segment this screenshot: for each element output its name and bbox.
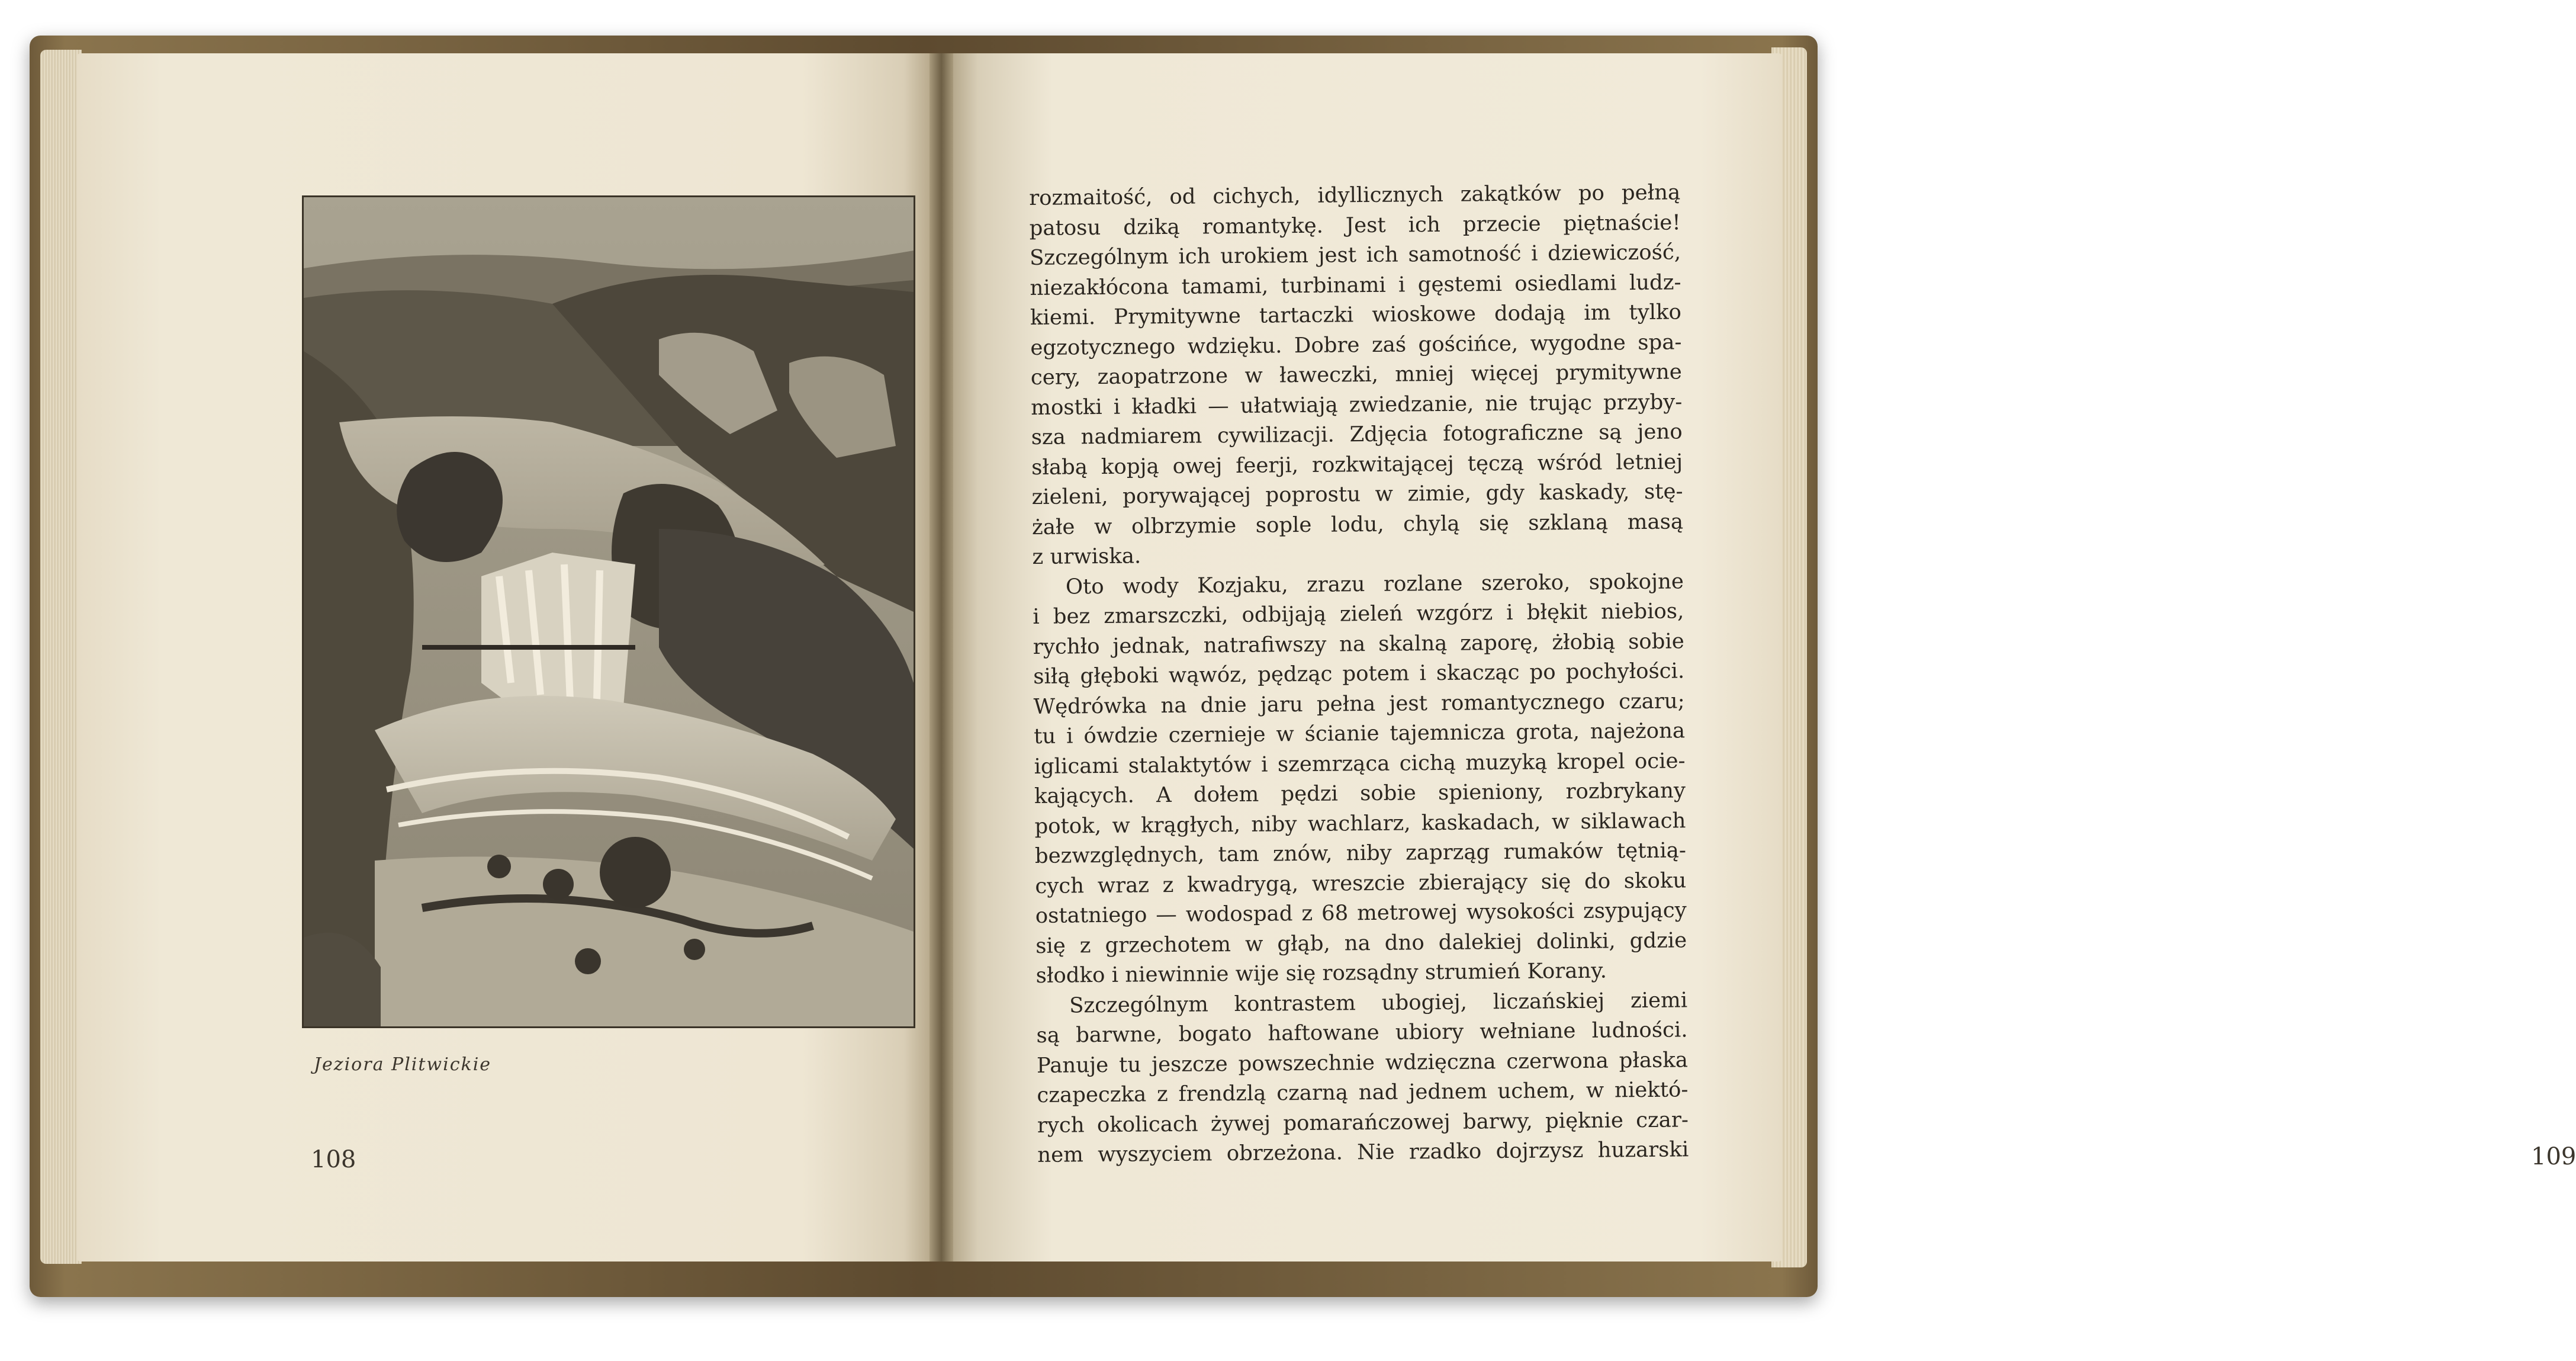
text-line: Wędrówka na dnie jaru pełna jest romantycznego czaru; xyxy=(1033,688,1685,719)
text-line: Szczególnym ich urokiem jest ich samotność i dziewiczość, xyxy=(1029,240,1681,270)
text-line: iglicami stalaktytów i szemrząca cichą muzyką kropel ocie- xyxy=(1034,748,1686,779)
text-line: patosu dziką romantykę. Jest ich przecie piętnaście! xyxy=(1029,210,1681,240)
text-line: rozmaitość, od cichych, idyllicznych zakątków po pełną xyxy=(1029,180,1681,210)
text-line: i bez zmarszczki, odbijają zieleń wzgórz i błękit niebios, xyxy=(1033,599,1684,629)
page-edges-left xyxy=(40,50,82,1264)
text-line: słodko i niewinnie wije się rozsądny strumień Korany. xyxy=(1035,958,1607,988)
paragraph xyxy=(1029,178,1684,572)
text-line: egzotycznego wdzięku. Dobre zaś gościńce, wygodne spa- xyxy=(1030,329,1682,360)
waterfall-landscape-image xyxy=(304,197,914,1026)
text-line: siłą głęboki wąwóz, pędząc potem i skacząc po pochyłości. xyxy=(1033,659,1685,689)
text-line: cych wraz z kwadrygą, wreszcie zbierający się do skoku xyxy=(1035,868,1687,898)
open-book xyxy=(30,36,2576,1297)
text-line: nem wyszyciem obrzeżona. Nie rzadko dojrzysz huzarski xyxy=(1037,1137,1689,1167)
paragraph xyxy=(1036,986,1689,1171)
text-line: rych okolicach żywej pomarańczowej barwy, pięknie czar- xyxy=(1037,1107,1689,1138)
paragraph xyxy=(1033,567,1687,991)
text-line: Szczególnym kontrastem ubogiej, liczańskiej ziemi xyxy=(1069,987,1688,1017)
text-line: Oto wody Kozjaku, zrazu rozlane szeroko, spokojne xyxy=(1065,569,1684,599)
book-gutter xyxy=(930,53,953,1262)
text-line: sza nadmiarem cywilizacji. Zdjęcia fotograficzne są jeno xyxy=(1031,419,1683,450)
page-number-right: 109 xyxy=(2531,1143,2576,1170)
text-line: są barwne, bogato haftowane ubiory wełniane ludności. xyxy=(1036,1017,1688,1048)
text-line: kiemi. Prymitywne tartaczki wioskowe dodają im tylko xyxy=(1030,300,1682,330)
text-line: ostatniego — wodospad z 68 metrowej wysokości zsypujący xyxy=(1035,898,1687,928)
text-line: rychło jednak, natrafiwszy na skalną zaporę, żłobią sobie xyxy=(1033,628,1684,659)
text-line: Panuje tu jeszcze powszechnie wdzięczna czerwona płaska xyxy=(1036,1047,1689,1078)
body-text xyxy=(1029,178,1689,1170)
lakes-photograph xyxy=(302,195,915,1028)
text-line: bezwzględnych, tam znów, niby zaprząg rumaków tętnią- xyxy=(1034,838,1687,868)
text-line: z urwiska. xyxy=(1032,544,1141,569)
text-line: zieleni, porywającej poprostu w zimie, gdy kaskady, stę- xyxy=(1031,479,1683,509)
text-line: potok, w krągłych, niby wachlarz, kaskadach, w siklawach xyxy=(1034,808,1686,839)
photo-caption: Jeziora Plitwickie xyxy=(314,1054,492,1075)
text-line: się z grzechotem w głąb, na dno dalekiej dolinki, gdzie xyxy=(1035,927,1687,958)
text-line: cery, zaopatrzone w ławeczki, mniej więcej prymitywne xyxy=(1030,359,1682,390)
text-line: niezakłócona tamami, turbinami i gęstemi osiedlami ludz- xyxy=(1030,269,1681,300)
text-line: tu i ówdzie czernieje w ścianie tajemnicza grota, najeżona xyxy=(1033,718,1686,749)
text-line: żałe w olbrzymie sople lodu, chylą się szklaną masą xyxy=(1031,509,1684,540)
text-line: mostki i kładki — ułatwiają zwiedzanie, nie trując przyby- xyxy=(1031,389,1683,420)
text-line: słabą kopją owej feerji, rozkwitającej tęczą wśród letniej xyxy=(1031,449,1683,480)
text-line: czapeczka z frendzlą czarną nad jednem uchem, w niektó- xyxy=(1037,1077,1689,1108)
left-page xyxy=(77,53,930,1262)
page-number-left: 108 xyxy=(311,1146,356,1173)
text-line: kających. A dołem pędzi sobie spieniony, rozbrykany xyxy=(1034,778,1686,808)
